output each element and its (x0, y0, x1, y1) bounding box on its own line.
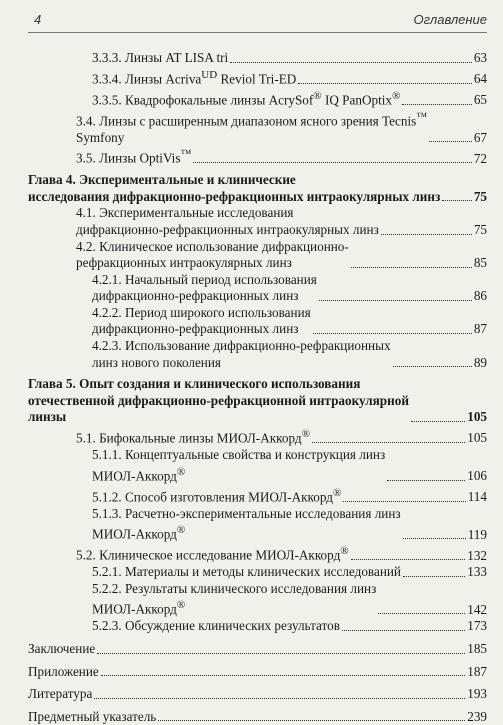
dot-leader (101, 675, 465, 676)
toc-entry-page: 119 (467, 526, 487, 542)
dot-leader (193, 162, 472, 163)
toc-entry-title: 5.1.3. Расчетно-экспериментальные исследования линз МИОЛ-Аккорд® (92, 505, 401, 542)
dot-leader (312, 442, 465, 443)
toc-entry-title: 3.3.4. Линзы Acriva$^{UD}$ Reviol Tri-ED (92, 68, 297, 86)
toc-entry-title: 5.1.1. Концептуальные свойства и конструкция линз МИОЛ-Аккорд® (92, 447, 386, 483)
toc-entry-page: 133 (467, 564, 487, 580)
toc-entry (28, 205, 487, 238)
dot-leader (351, 559, 466, 560)
toc-entry-title: Литература (28, 686, 93, 702)
toc-entry-page: 86 (473, 288, 487, 304)
running-title: Оглавление (413, 12, 487, 27)
toc-entry-title: 3.3.5. Квадрофокальные линзы AcrySof® IQ PanOptix® (92, 89, 401, 107)
toc-chapter-title: Глава 4. Экспериментальные и клинические исследования дифракционно-рефракционных интраокулярных линз (28, 172, 441, 204)
toc-entry (28, 543, 487, 564)
toc-entry-page: 63 (473, 50, 487, 65)
toc-entry-title: Предметный указатель (28, 708, 157, 724)
toc-entry-page: 105 (467, 409, 487, 425)
toc-entry-page: 87 (473, 321, 487, 337)
dot-leader (403, 576, 465, 577)
toc-entry (28, 239, 487, 272)
toc-entry (28, 67, 487, 88)
toc-entry-page: 67 (473, 129, 487, 145)
toc-entry-page: 193 (467, 686, 487, 702)
toc-entry-page: 105 (467, 430, 487, 446)
toc-entry-title: 5.2.3. Обсуждение клинических результатов (92, 618, 340, 634)
toc-entry (28, 506, 487, 544)
dot-leader (97, 653, 465, 654)
dot-leader (230, 62, 472, 63)
toc-entry-page: 187 (467, 663, 487, 679)
toc-entry-title: Заключение (28, 640, 96, 656)
dot-leader (319, 300, 472, 301)
toc-entry (28, 272, 487, 305)
toc-entry-page: 72 (473, 150, 487, 166)
toc-entry-title: 4.1. Экспериментальные исследования дифракционно-рефракционных интраокулярных линз (76, 205, 379, 237)
toc-entry-title: 4.2. Клиническое использование дифракционно- рефракционных интраокулярных линз (76, 238, 349, 271)
toc-entry (28, 686, 487, 703)
toc-entry (28, 146, 487, 167)
toc-entry (28, 88, 487, 109)
toc-entry (28, 618, 487, 635)
toc-entry-page: 114 (467, 488, 487, 504)
dot-leader (442, 200, 472, 201)
dot-leader (342, 630, 465, 631)
toc-entry-title: 5.1.2. Способ изготовления МИОЛ-Аккорд® (92, 486, 342, 504)
dot-leader (402, 104, 471, 105)
toc-entry-title: 4.2.1. Начальный период использования дифракционно-рефракционных линз (92, 271, 317, 304)
toc-entry-page: 89 (473, 354, 487, 370)
toc-entry (28, 581, 487, 619)
dot-leader (378, 613, 465, 614)
toc-entry-page: 132 (467, 547, 487, 563)
page-number: 4 (34, 12, 42, 27)
dot-leader (343, 501, 465, 502)
toc-entry-title: 5.2.2. Результаты клинического исследования линз МИОЛ-Аккорд® (92, 580, 377, 617)
dot-leader (387, 480, 465, 481)
toc-entry-title: 4.2.2. Период широкого использования дифракционно-рефракционных линз (92, 304, 311, 337)
toc-entry-title: 3.5. Линзы OptiVis™ (76, 148, 192, 166)
toc-entry (28, 664, 487, 681)
toc-entry (28, 426, 487, 447)
toc-entry-page: 106 (467, 468, 487, 483)
toc-entry (28, 50, 487, 67)
dot-leader (393, 366, 472, 367)
toc-chapter (28, 376, 487, 426)
toc-entry-page: 185 (467, 640, 487, 656)
toc-entry (28, 564, 487, 581)
toc-entry-title: 5.2.1. Материалы и методы клинических исследований (92, 564, 401, 580)
toc-entry-page: 173 (467, 618, 487, 634)
page-header (28, 10, 487, 33)
toc-entry (28, 447, 487, 485)
toc-entry-page: 239 (467, 708, 487, 724)
table-of-contents (28, 50, 487, 725)
toc-entry (28, 109, 487, 147)
toc-entry (28, 485, 487, 506)
dot-leader (313, 333, 472, 334)
toc-entry-page: 142 (467, 601, 487, 617)
dot-leader (158, 720, 465, 721)
toc-entry-page: 75 (473, 188, 487, 204)
toc-entry-page: 85 (473, 255, 487, 271)
toc-entry-page: 64 (473, 70, 487, 86)
dot-leader (94, 698, 465, 699)
dot-leader (411, 421, 465, 422)
toc-entry-title: 5.2. Клиническое исследование МИОЛ-Аккорд® (76, 545, 349, 563)
toc-entry-title: 3.4. Линзы с расширенным диапазоном ясного зрения Tecnis™ Symfony (76, 110, 428, 145)
dot-leader (403, 538, 466, 539)
toc-entry-page: 65 (473, 91, 487, 107)
dot-leader (381, 234, 472, 235)
toc-entry-page: 75 (473, 221, 487, 237)
toc-entry (28, 709, 487, 725)
toc-entry-title: 4.2.3. Использование дифракционно-рефракционных линз нового поколения (92, 338, 391, 370)
dot-leader (429, 141, 472, 142)
toc-entry (28, 305, 487, 338)
toc-entry-title: 5.1. Бифокальные линзы МИОЛ-Аккорд® (76, 428, 310, 446)
toc-chapter-title: Глава 5. Опыт создания и клинического использования отечественной дифракционно-рефракционной интраокулярной линзы (28, 376, 409, 425)
dot-leader (298, 83, 472, 84)
dot-leader (351, 267, 472, 268)
toc-entry-title: Приложение (28, 663, 99, 679)
toc-entry-title: 3.3.3. Линзы AT LISA tri (92, 50, 229, 65)
toc-entry (28, 641, 487, 658)
toc-entry (28, 338, 487, 371)
toc-chapter (28, 172, 487, 205)
